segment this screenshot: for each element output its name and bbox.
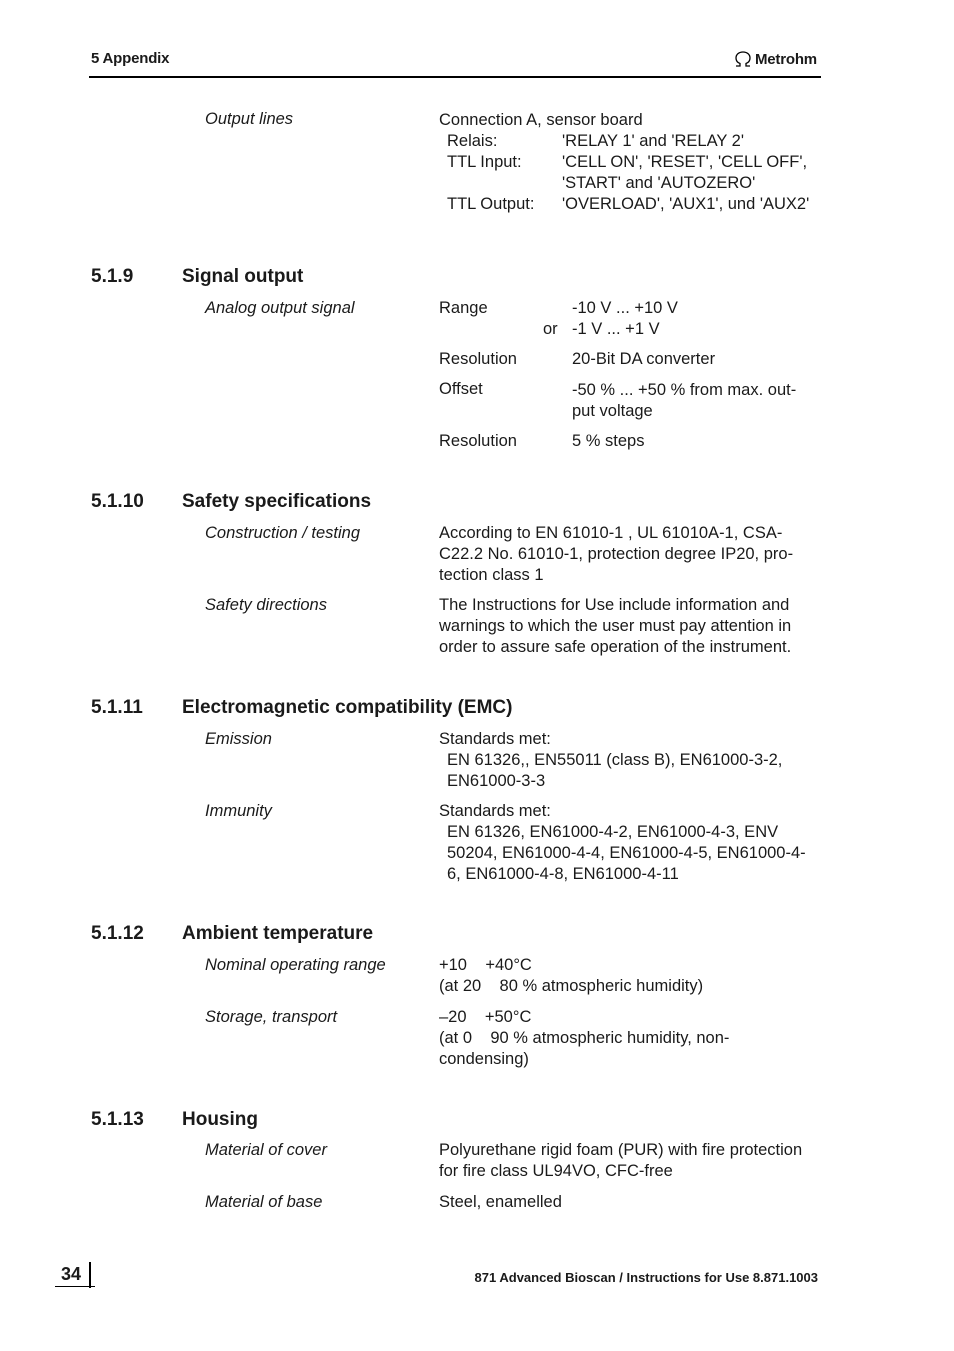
- safety-directions-label: Safety directions: [205, 596, 327, 614]
- page-number: 34: [55, 1262, 95, 1287]
- construction-line-3: tection class 1: [439, 566, 544, 584]
- output-lines-label: Output lines: [205, 110, 294, 128]
- construction-label: Construction / testing: [205, 524, 360, 542]
- nominal-range-humidity: (at 20 80 % atmospheric humidity): [439, 977, 704, 995]
- relais-value: 'RELAY 1' and 'RELAY 2': [562, 132, 744, 150]
- resolution-value: 20-Bit DA converter: [572, 350, 716, 368]
- section-title-signal-output: Signal output: [182, 266, 304, 287]
- ttl-input-value-1: 'CELL ON', 'RESET', 'CELL OFF',: [562, 153, 808, 171]
- range-value-2: -1 V ... +1 V: [572, 320, 660, 338]
- storage-humidity-2: condensing): [439, 1050, 529, 1068]
- analog-output-label: Analog output signal: [205, 299, 355, 317]
- construction-line-2: C22.2 No. 61010-1, protection degree IP20, pro-: [439, 545, 794, 563]
- section-number: 5.1.9: [91, 266, 134, 287]
- emission-standards-met: Standards met:: [439, 730, 551, 748]
- range-value-1: -10 V ... +10 V: [572, 299, 678, 317]
- emission-line-1: EN 61326,, EN55011 (class B), EN61000-3-2,: [447, 751, 783, 769]
- base-material-value: Steel, enamelled: [439, 1193, 562, 1211]
- offset-value-1: -50 % ... +50 % from max. out-: [572, 381, 797, 399]
- storage-value: –20 +50°C: [439, 1008, 532, 1026]
- offset-value-2: put voltage: [572, 402, 653, 420]
- nominal-range-value: +10 +40°C: [439, 956, 532, 974]
- output-lines-connection: Connection A, sensor board: [439, 111, 643, 129]
- range-key: Range: [439, 299, 488, 317]
- section-number: 5.1.12: [91, 923, 144, 944]
- emission-line-2: EN61000-3-3: [447, 772, 546, 790]
- ttl-input-key: TTL Input:: [447, 153, 522, 171]
- emission-label: Emission: [205, 730, 272, 748]
- safety-directions-line-2: warnings to which the user must pay attention in: [439, 617, 792, 635]
- immunity-standards-met: Standards met:: [439, 802, 551, 820]
- section-title-emc: Electromagnetic compatibility (EMC): [182, 697, 513, 718]
- resolution2-key: Resolution: [439, 432, 517, 450]
- resolution2-value: 5 % steps: [572, 432, 645, 450]
- section-title-safety: Safety specifications: [182, 491, 372, 512]
- brand-name: Metrohm: [755, 50, 817, 68]
- ttl-input-value-2: 'START' and 'AUTOZERO': [562, 174, 756, 192]
- immunity-label: Immunity: [205, 802, 272, 820]
- footer-rule: [89, 1262, 91, 1288]
- running-header-section: 5 Appendix: [91, 50, 170, 67]
- resolution-key: Resolution: [439, 350, 517, 368]
- immunity-line-3: 6, EN61000-4-8, EN61000-4-11: [447, 865, 679, 883]
- header-rule: [89, 76, 821, 78]
- storage-humidity-1: (at 0 90 % atmospheric humidity, non-: [439, 1029, 730, 1047]
- section-number: 5.1.13: [91, 1109, 144, 1130]
- cover-material-label: Material of cover: [205, 1141, 327, 1159]
- nominal-range-label: Nominal operating range: [205, 956, 386, 974]
- safety-directions-line-3: order to assure safe operation of the instrument.: [439, 638, 792, 656]
- construction-line-1: According to EN 61010-1 , UL 61010A-1, CSA-: [439, 524, 783, 542]
- cover-material-line-1: Polyurethane rigid foam (PUR) with fire protection: [439, 1141, 803, 1159]
- immunity-line-2: 50204, EN61000-4-4, EN61000-4-5, EN61000-4-: [447, 844, 806, 862]
- omega-icon: [733, 50, 753, 68]
- offset-key: Offset: [439, 380, 483, 398]
- base-material-label: Material of base: [205, 1193, 323, 1211]
- brand-logo: [733, 50, 817, 68]
- ttl-output-value: 'OVERLOAD', 'AUX1', und 'AUX2': [562, 195, 810, 213]
- immunity-line-1: EN 61326, EN61000-4-2, EN61000-4-3, ENV: [447, 823, 779, 841]
- section-number: 5.1.10: [91, 491, 144, 512]
- cover-material-line-2: for fire class UL94VO, CFC-free: [439, 1162, 673, 1180]
- section-title-ambient-temperature: Ambient temperature: [182, 923, 374, 944]
- range-or: or: [543, 320, 558, 338]
- section-title-housing: Housing: [182, 1109, 258, 1130]
- ttl-output-key: TTL Output:: [447, 195, 535, 213]
- storage-label: Storage, transport: [205, 1008, 338, 1026]
- safety-directions-line-1: The Instructions for Use include information and: [439, 596, 790, 614]
- relais-key: Relais:: [447, 132, 498, 150]
- section-number: 5.1.11: [91, 697, 143, 718]
- footer-document-title: 871 Advanced Bioscan / Instructions for Use 8.871.1003: [474, 1270, 818, 1285]
